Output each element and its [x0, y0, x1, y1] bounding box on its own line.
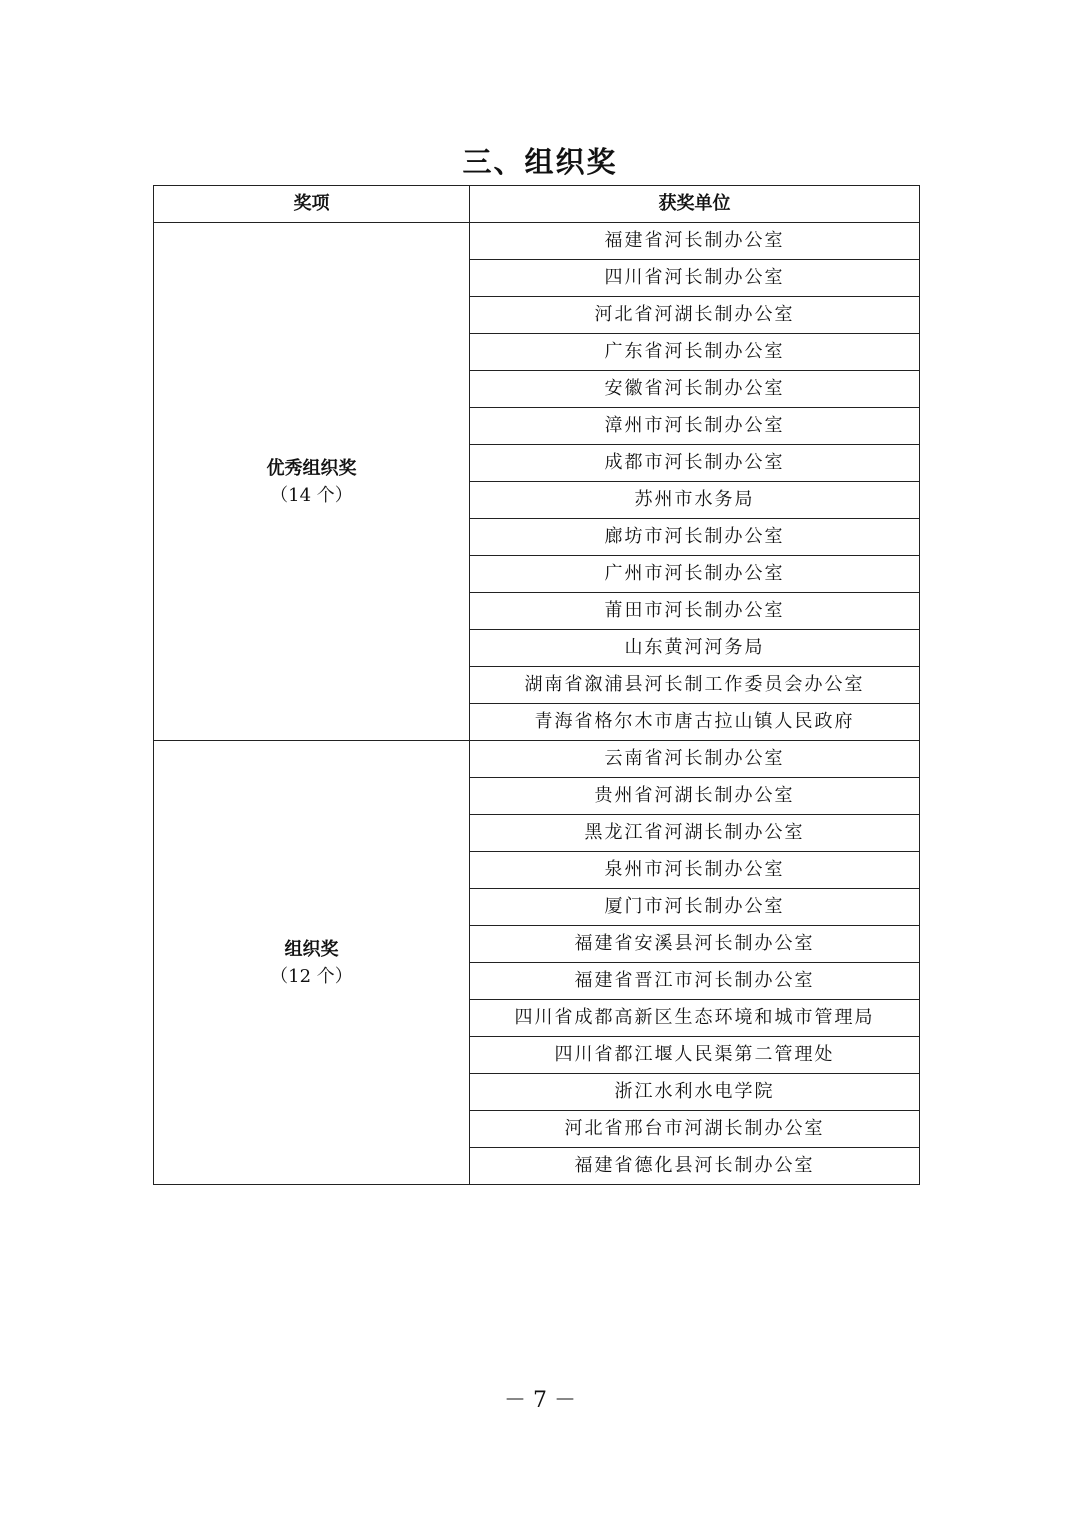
award-unit-cell: 安徽省河长制办公室	[470, 371, 920, 408]
award-unit-cell: 厦门市河长制办公室	[470, 889, 920, 926]
award-category-cell	[154, 223, 470, 741]
award-table-body	[154, 223, 920, 1185]
award-unit-cell: 廊坊市河长制办公室	[470, 519, 920, 556]
award-unit-cell: 成都市河长制办公室	[470, 445, 920, 482]
award-unit-cell: 云南省河长制办公室	[470, 741, 920, 778]
award-unit-cell: 福建省安溪县河长制办公室	[470, 926, 920, 963]
award-category-count: （12 个）	[270, 965, 353, 987]
award-unit-cell: 黑龙江省河湖长制办公室	[470, 815, 920, 852]
award-category-count: （14 个）	[270, 484, 353, 506]
award-unit-cell: 苏州市水务局	[470, 482, 920, 519]
page-number: － 7 －	[504, 1388, 576, 1413]
award-unit-cell: 四川省河长制办公室	[470, 260, 920, 297]
award-category-name: 优秀组织奖	[266, 457, 357, 479]
award-category-cell	[154, 741, 470, 1185]
header-unit: 获奖单位	[470, 186, 920, 223]
award-unit-cell: 莆田市河长制办公室	[470, 593, 920, 630]
award-unit-cell: 四川省都江堰人民渠第二管理处	[470, 1037, 920, 1074]
award-unit-cell: 泉州市河长制办公室	[470, 852, 920, 889]
award-unit-cell: 山东黄河河务局	[470, 630, 920, 667]
award-unit-cell: 广州市河长制办公室	[470, 556, 920, 593]
table-header-row	[154, 186, 920, 223]
award-unit-cell: 广东省河长制办公室	[470, 334, 920, 371]
award-unit-cell: 漳州市河长制办公室	[470, 408, 920, 445]
award-unit-cell: 湖南省溆浦县河长制工作委员会办公室	[470, 667, 920, 704]
award-unit-cell: 河北省邢台市河湖长制办公室	[470, 1111, 920, 1148]
award-unit-cell: 福建省河长制办公室	[470, 223, 920, 260]
award-unit-cell: 福建省德化县河长制办公室	[470, 1148, 920, 1185]
page-title: 三、组织奖	[462, 145, 618, 179]
award-unit-cell: 贵州省河湖长制办公室	[470, 778, 920, 815]
table-row	[154, 741, 920, 778]
award-unit-cell: 青海省格尔木市唐古拉山镇人民政府	[470, 704, 920, 741]
award-unit-cell: 河北省河湖长制办公室	[470, 297, 920, 334]
table-row	[154, 223, 920, 260]
header-award: 奖项	[154, 186, 470, 223]
award-unit-cell: 福建省晋江市河长制办公室	[470, 963, 920, 1000]
award-unit-cell: 浙江水利水电学院	[470, 1074, 920, 1111]
award-category-name: 组织奖	[284, 938, 339, 960]
award-table	[153, 185, 920, 1185]
award-unit-cell: 四川省成都高新区生态环境和城市管理局	[470, 1000, 920, 1037]
